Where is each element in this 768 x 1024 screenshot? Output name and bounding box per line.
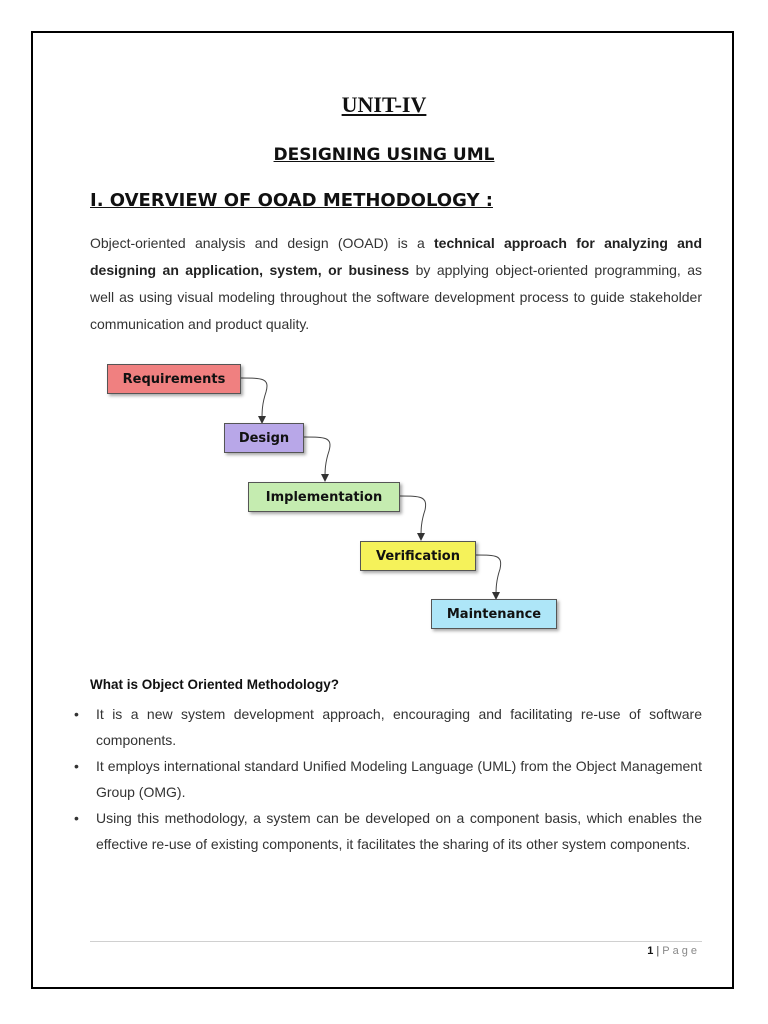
bullet-text: Using this methodology, a system can be developed on a component basis, which enables the effective re-use of existing components, it facilitates the sharing of its other system components. <box>96 810 702 852</box>
stage-verification <box>360 541 476 571</box>
stage-requirements <box>107 364 241 394</box>
page-number: 1 <box>647 945 654 957</box>
stage-label: Maintenance <box>446 606 542 622</box>
bullet-dot: • <box>74 706 79 722</box>
stage-label: Verification <box>375 548 460 564</box>
stage-maintenance <box>431 599 557 629</box>
list-item <box>74 805 702 857</box>
page-subtitle: DESIGNING USING UML <box>273 145 495 165</box>
page-footer <box>647 945 700 957</box>
list-item <box>74 701 702 753</box>
bullet-dot: • <box>74 758 79 774</box>
stage-label: Requirements <box>122 371 226 387</box>
list-item <box>74 753 702 805</box>
bullet-dot: • <box>74 810 79 826</box>
stage-design <box>224 423 304 453</box>
intro-text-end: by applying object-oriented programming, as well as using visual modeling throughout the software development process to guide stakeholder communication and product quality. <box>90 262 702 332</box>
footer-divider <box>90 941 702 942</box>
section-heading: I. OVERVIEW OF OOAD METHODOLOGY : <box>90 190 493 211</box>
intro-text-bold: technical approach for analyzing and designing an application, system, or business <box>90 235 703 278</box>
page-label: Page <box>662 945 700 957</box>
bullet-text: It is a new system development approach, encouraging and facilitating re-use of software components. <box>96 706 702 748</box>
unit-title: UNIT-IV <box>341 92 427 117</box>
stage-label: Implementation <box>265 489 383 505</box>
intro-paragraph <box>90 230 702 338</box>
stage-label: Design <box>238 430 290 446</box>
bullet-list <box>74 701 702 857</box>
footer-separator: | <box>653 945 663 957</box>
stage-implementation <box>248 482 400 512</box>
bullet-text: It employs international standard Unified Modeling Language (UML) from the Object Management Group (OMG). <box>96 758 702 800</box>
question-heading: What is Object Oriented Methodology? <box>90 677 340 692</box>
intro-text-start: Object-oriented analysis and design (OOAD) is a <box>90 235 435 251</box>
